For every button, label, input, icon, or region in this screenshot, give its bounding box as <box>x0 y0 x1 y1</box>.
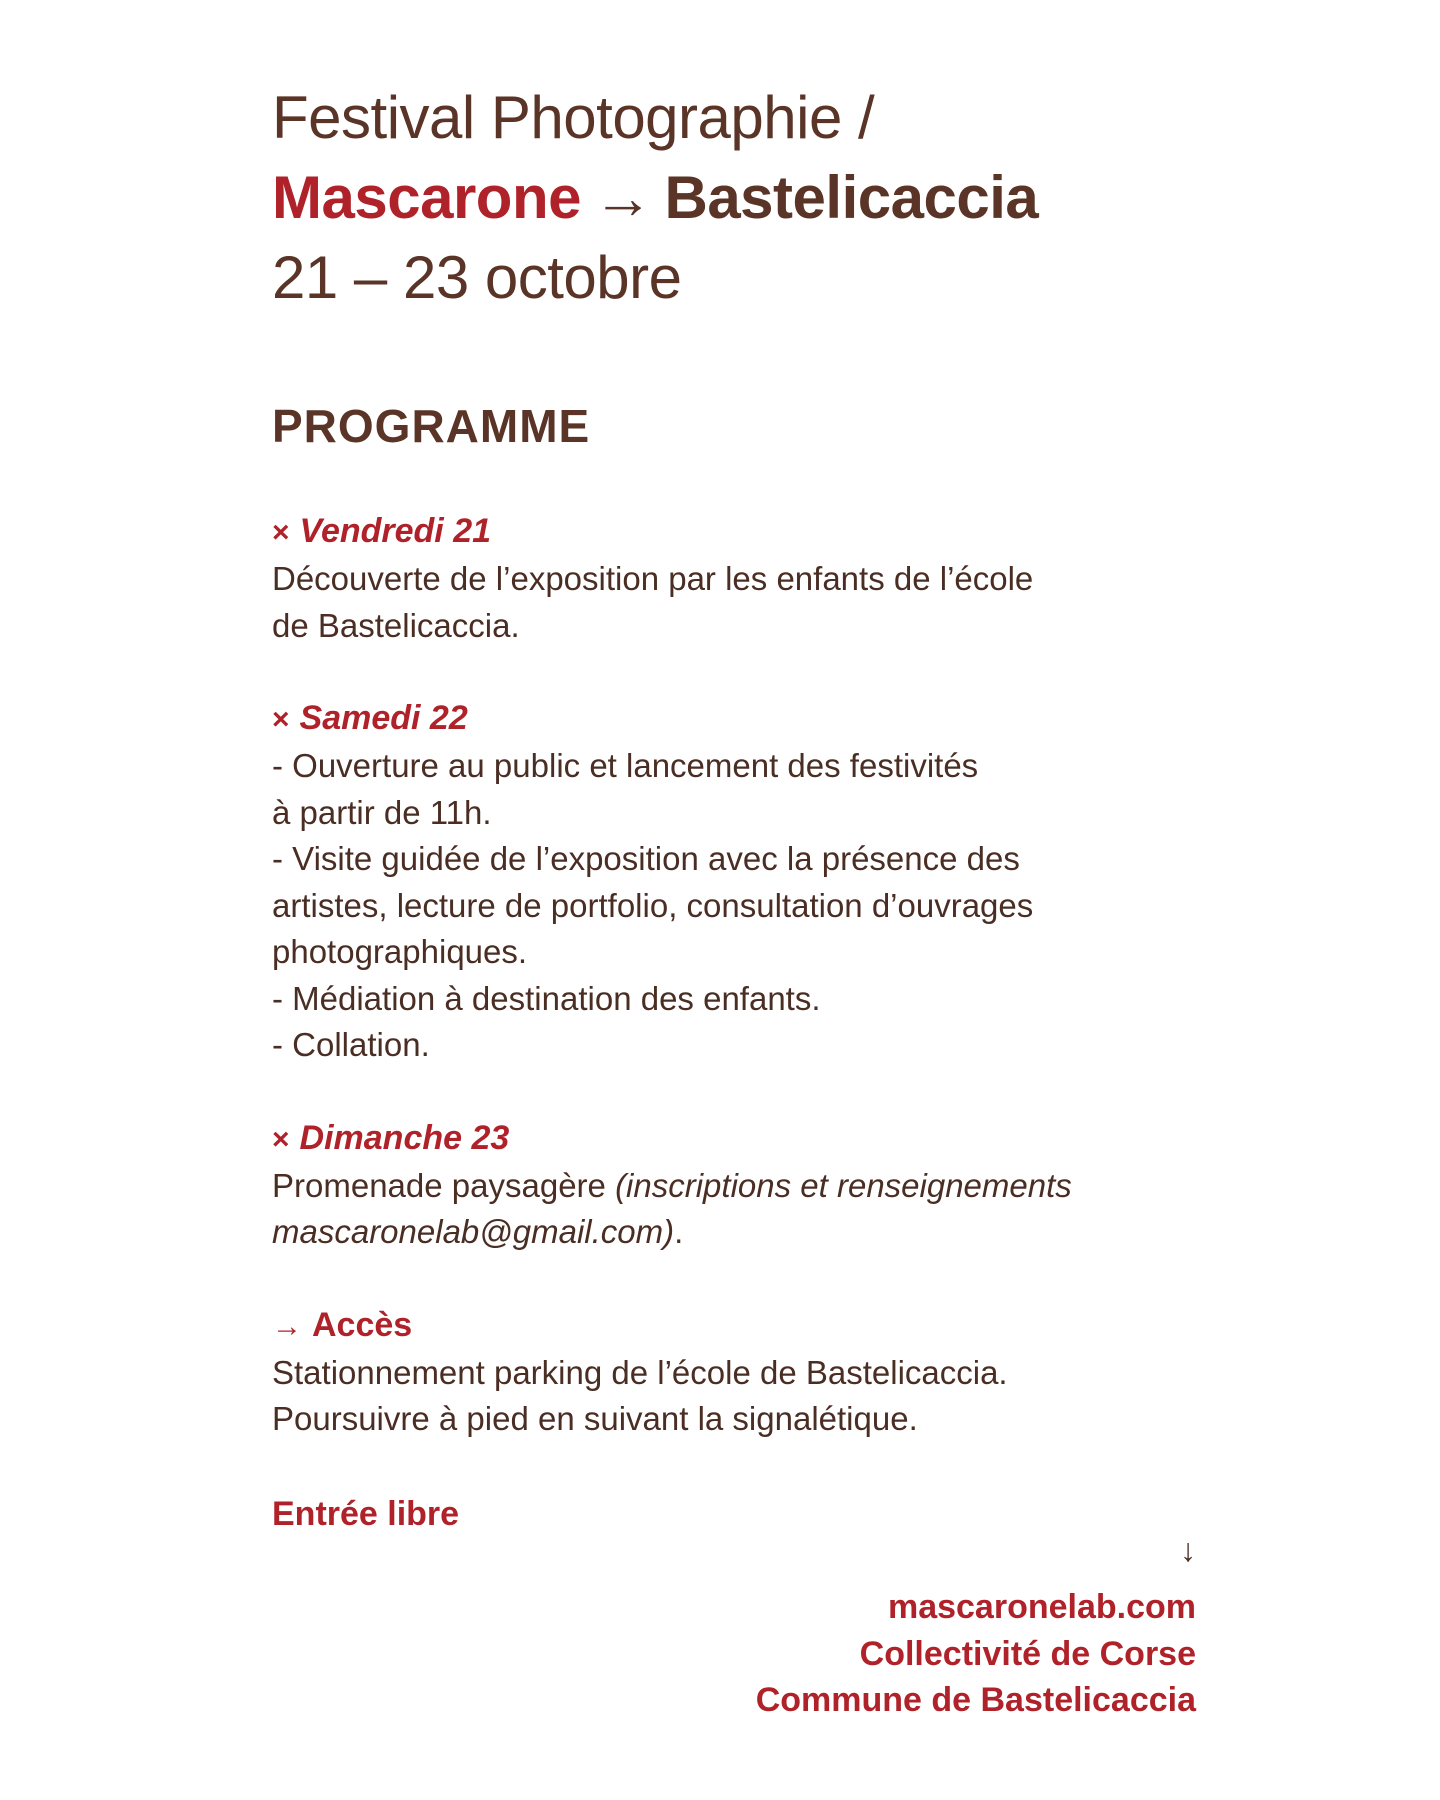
access-heading <box>272 1302 1208 1350</box>
description-line: de Bastelicaccia. <box>272 606 520 644</box>
from-place: Mascarone <box>272 164 581 231</box>
day-heading <box>272 1115 1208 1163</box>
description-text: Promenade paysagère <box>272 1166 616 1204</box>
description-line <box>272 1209 1208 1256</box>
festival-title-line: Festival Photographie / <box>272 84 875 151</box>
free-entry: Entrée libre <box>272 1494 460 1533</box>
cross-icon: × <box>272 703 290 736</box>
cross-icon: × <box>272 1122 290 1156</box>
day-section-saturday <box>272 695 1208 1069</box>
route-arrow-icon: → <box>592 164 653 231</box>
description-text: . <box>674 1213 684 1250</box>
partner-commune: Commune de Bastelicaccia <box>755 1681 1196 1719</box>
main-content <box>272 78 1208 1537</box>
registration-note: (inscriptions et renseignements <box>615 1166 1072 1204</box>
day-description <box>272 743 1208 1069</box>
footer <box>756 1530 1196 1724</box>
route-line <box>272 158 1208 238</box>
day-heading <box>272 695 1208 743</box>
description-line: - Visite guidée de l’exposition avec la présence des <box>272 840 1020 877</box>
access-label: Accès <box>312 1305 413 1344</box>
day-section-friday <box>272 508 1208 649</box>
day-label: Samedi 22 <box>299 699 468 737</box>
arrow-right-icon: → <box>272 1309 302 1343</box>
description-line <box>272 1163 1208 1210</box>
description-line: Poursuivre à pied en suivant la signalétique. <box>272 1400 918 1437</box>
festival-dates: 21 – 23 octobre <box>272 244 682 311</box>
description-line: artistes, lecture de portfolio, consultation d’ouvrages <box>272 886 1034 924</box>
partner-collectivite: Collectivité de Corse <box>859 1634 1196 1673</box>
day-description <box>272 1163 1208 1256</box>
description-line: - Médiation à destination des enfants. <box>272 979 821 1017</box>
access-section <box>272 1302 1208 1443</box>
description-line: photographiques. <box>272 933 528 970</box>
day-section-sunday <box>272 1115 1208 1256</box>
arrow-down-icon: ↓ <box>1180 1532 1196 1568</box>
day-label: Vendredi 21 <box>299 512 492 550</box>
day-label: Dimanche 23 <box>299 1118 510 1157</box>
programme-heading: PROGRAMME <box>272 400 591 452</box>
description-line: - Ouverture au public et lancement des festivités <box>272 747 979 784</box>
description-line: - Collation. <box>272 1026 430 1063</box>
festival-title <box>272 78 1208 318</box>
day-description <box>272 556 1208 649</box>
description-line: Stationnement parking de l’école de Bastelicaccia. <box>272 1353 1008 1391</box>
description-line: Découverte de l’exposition par les enfants de l’école <box>272 560 1034 597</box>
website-link[interactable]: mascaronelab.com <box>887 1588 1196 1626</box>
footer-links <box>756 1584 1196 1724</box>
to-place: Bastelicaccia <box>664 164 1039 231</box>
contact-email[interactable]: mascaronelab@gmail.com) <box>272 1213 675 1250</box>
cross-icon: × <box>272 516 290 549</box>
access-description <box>272 1350 1208 1443</box>
day-heading <box>272 508 1208 556</box>
description-line: à partir de 11h. <box>272 793 492 831</box>
